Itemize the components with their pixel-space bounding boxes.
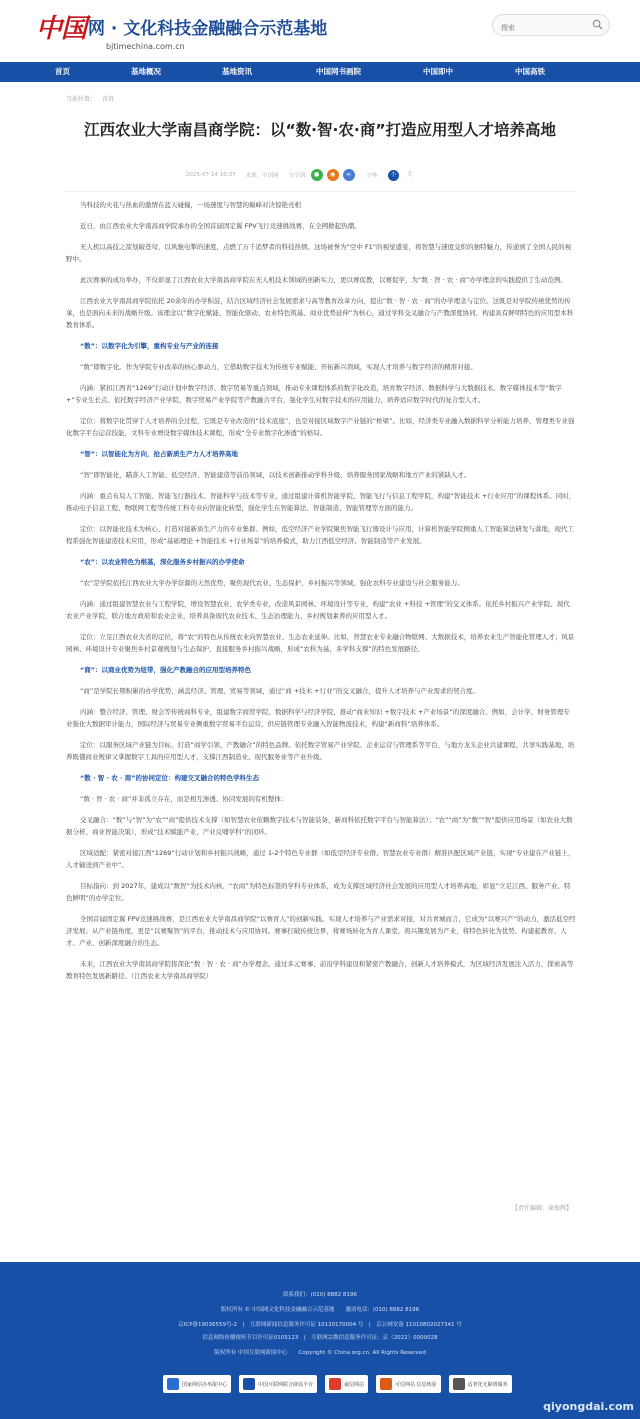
- responsible-editor: 【责任编辑：商俊辉】: [511, 1205, 572, 1212]
- badge-label: 中国互联网联合辟谣平台: [258, 1381, 314, 1388]
- article-paragraph: 内涵：整合经济、管理、财会等传统商科专业，组建数字商贸学院、数据科学与经济学院，推动“商业知识 +数字技术 +产业场景”的深度融合。例如，会计学、财务管理专业强化大数据审计能力，国际经济与贸易专业侧重数字贸易平台运营，供应链管理专业融入智能物流技术，构建“新商科”培养体系。: [66, 708, 570, 728]
- accessibility-badge[interactable]: [449, 1375, 512, 1393]
- article-paragraph: 内涵：通过组建智慧农业与工程学院，增设智慧农业、农学类专业，改造风景园林、环境设计等专业，构建“农业 +科技 +管理”的交叉体系。依托乡村振兴产业学院、现代农业产业学院，联合地方政府和农业企业，培养具备现代农业技术、生态治理能力、乡村规划素养的应用型人才。: [66, 600, 570, 620]
- badge-label: 诚信网站: [344, 1381, 365, 1388]
- weibo-share-icon[interactable]: ◉: [327, 169, 339, 181]
- font-small-button[interactable]: 小: [388, 170, 399, 181]
- badge-label: 可信网站 信息核验: [395, 1381, 437, 1388]
- search-input[interactable]: [493, 18, 583, 38]
- article-paragraph: “数 · 智 · 农 · 商”并非孤立存在，而是相互渗透、协同发展的有机整体：: [80, 795, 288, 803]
- share-label: 分享到：: [288, 173, 311, 179]
- site-footer: [0, 1262, 640, 1419]
- search-icon[interactable]: [592, 19, 603, 30]
- article-paragraph: 全国首届固定翼 FPV竞速挑战赛，是江西农业大学南昌商学院“以赛育人”的创新实践。实现人才培养与产业需求对接，对共青城而言，它成为“以赛兴产”的动力，激活低空经济发展；从产业链角度，更是“以赛聚智”的平台，推动技术与应用协同。赛事打破传统边界，将赛场转化为育人课堂，将兴趣发展为产业，将特色转化为优势，构建起教育、人才、产业、创新深度融合的生态。: [66, 915, 576, 947]
- section-heading: “农”：以农业特色为根基，深化服务乡村振兴的办学使命: [80, 558, 245, 566]
- article-paragraph: 无人机以高技之箭划破苍穹，以风驰电掣的速度，点燃了万千追梦者的科技热情。这场被誉为“空中 F1”的视觉盛宴，将智慧与速度交织的独特魅力，传递到了全国人民的视野中。: [66, 243, 572, 263]
- article-paragraph: 内涵：紧扣江西省“1269”行动计划中数字经济、数字贸易等重点领域，推动专业课程体系的数字化改造，培育数字经济、数据科学与大数据技术、数字媒体技术等“数字 +”专业生长点。依托数字经济产业学院、数字贸易产业学院等产教融合平台，强化学生对数字技术的应用能力，培养适应数字时代的复合型人才。: [66, 384, 562, 404]
- article-paragraph: “数”即数字化。作为学院专业改革的核心驱动力，它借助数字技术为传统专业赋能、开拓新兴领域，实现人才培养与数字经济的精准对接。: [80, 363, 477, 371]
- footer-contact: 联系我们：(010) 8882 8196: [283, 1292, 357, 1298]
- nav-item-home[interactable]: 首页: [55, 67, 70, 76]
- article-paragraph: 近日，由江西农业大学南昌商学院承办的全国首届固定翼 FPV飞行竞速挑战赛，在全网掀起热潮。: [80, 222, 361, 230]
- badge-label: 适老化无障碍服务: [467, 1381, 508, 1388]
- breadcrumb: [66, 94, 120, 103]
- nav-item-painting[interactable]: 中国网书画院: [316, 67, 361, 76]
- breadcrumb-label: 当前位置：: [66, 96, 97, 103]
- search-box: [492, 14, 610, 36]
- logo-title: 网 · 文化科技金融融合示范基地: [88, 19, 328, 39]
- article-body: [66, 199, 576, 991]
- article-paragraph: 江西农业大学南昌商学院依托 20余年的办学积淀，结合区域经济社会发展需求与高等教育改革方向，提出“数 · 智 · 农 · 商”的办学理念与定位。这既是对学院传统优势的传承，也是面向未来的战略升级。该理念以“数字化赋能、智能化驱动、农业特色筑基、商业优势延伸”为核心，通过学科交叉融合与产教深度协同，构建具有鲜明特色的应用型本科教育体系。: [66, 297, 574, 329]
- badge-label: 国家网信办举报中心: [182, 1381, 228, 1388]
- main-nav: [0, 62, 640, 82]
- section-heading: “智”：以智能化为方向，抢占新质生产力人才培养高地: [80, 450, 239, 458]
- font-large-button[interactable]: 大: [406, 171, 413, 178]
- article-meta: [186, 168, 415, 182]
- article-paragraph: 交叉融合：“数”与“智”为“农”“商”提供技术支撑（如智慧农业依赖数字技术与智能装备，新商科依托数字平台与智能算法）；“农”“商”为“数”“智”提供应用场景（如农业大数据分析、商业智能决策），形成“技术赋能产业、产业反哺学科”的闭环。: [66, 816, 573, 836]
- logo-line: [36, 8, 327, 45]
- report-center-badge[interactable]: [163, 1375, 231, 1393]
- accessibility-icon: [453, 1378, 465, 1390]
- link-share-icon[interactable]: ∞: [343, 169, 355, 181]
- logo-domain: bjtimechina.com.cn: [106, 42, 185, 51]
- article-title: 江西农业大学南昌商学院：以“数·智·农·商”打造应用型人才培养高地: [83, 121, 557, 139]
- breadcrumb-home[interactable]: 首页: [102, 96, 115, 103]
- logo-mark: 中国: [36, 14, 87, 44]
- integrity-site-icon: [329, 1378, 341, 1390]
- article-paragraph: “智”即智能化，瞄准人工智能、低空经济、智能建造等前沿领域，以技术创新推动学科升级，培养服务国家战略和地方产业的紧缺人才。: [80, 471, 471, 479]
- article-paragraph: 此次赛事的成功举办，不仅彰显了江西农业大学南昌商学院在无人机技术领域的创新实力，更以赛促教，以赛促学，为“数 · 智 · 农 · 商”办学理念的实践提供了生动范例。: [80, 276, 567, 284]
- trusted-site-icon: [380, 1378, 392, 1390]
- nav-item-news[interactable]: 基地资讯: [222, 67, 252, 76]
- footer-badges: [163, 1375, 520, 1393]
- article-paragraph: 定位：以服务区域产业链为目标，打造“商学引领、产教融合”的特色品牌。依托数字贸易产业学院、企业运营与管理系等平台，与地方龙头企业共建课程、共享实践基地，培养既懂商业规律又掌握数字工具的应用型人才，支撑江西制造业、现代服务业等产业升级。: [66, 741, 575, 761]
- footer-rights: 版权所有 中国互联网新闻中心 Copyright © China.org.cn. All Rights Reserved: [214, 1350, 426, 1356]
- report-center-icon: [167, 1378, 179, 1390]
- publish-time: 2025-07-14 10:37: [186, 172, 236, 178]
- section-heading: “数 · 智 · 农 · 商”的协同定位：构建交叉融合的特色学科生态: [80, 774, 260, 782]
- site-logo[interactable]: [36, 8, 327, 51]
- article-paragraph: 内涵：重点布局人工智能、智能飞行器技术、智能科学与技术等专业，通过组建计算机智能学院、智能飞行与信息工程学院，构建“智能技术 +行业应用”的课程体系。同时，推动电子信息工程、物联网工程等传统工科专业向智能化转型，强化学生在智能算法、智能制造、智能管理等方面的能力。: [66, 492, 576, 512]
- rumor-platform-badge[interactable]: [239, 1375, 317, 1393]
- wechat-share-icon[interactable]: ●: [311, 169, 323, 181]
- article-paragraph: 当科技的火花与热血的激情在蓝天碰撞，一场速度与智慧的巅峰对决惊艳亮相: [80, 201, 301, 209]
- font-label: 字体：: [366, 173, 384, 179]
- article-paragraph: 定位：以智能化技术为核心，打造对接新质生产力的专业集群。例如，低空经济产业学院聚焦智能飞行器设计与应用，计算机智能学院侧重人工智能算法研发与落地，现代工程系强化智能建造技术应用，形成“基础理论 +智能技术 +行业场景”的培养模式，助力江西低空经济、智能制造等产业发展。: [66, 525, 574, 545]
- site-header: [0, 0, 640, 62]
- watermark: qiyongdai.com: [543, 1400, 634, 1413]
- nav-item-china-zhong[interactable]: 中国即中: [423, 67, 453, 76]
- article-paragraph: 区域适配：紧密对接江西“1269”行动计划和乡村振兴战略，通过 1-2个特色专业群（如低空经济专业群、智慧农业专业群）精准匹配区域产业链，实现“专业建在产业链上，人才输送到产业中”。: [66, 849, 575, 869]
- footer-permit: 信息网络传播视听节目许可证0105123 | 互联网宗教信息服务许可证：京（2022）0000028: [202, 1335, 438, 1341]
- article-paragraph: 未来，江西农业大学南昌商学院将深化“数 · 智 · 农 · 商”办学理念，通过多元赛事、前沿学科建设和紧密产教融合，创新人才培养模式，为区域经济发展注入活力，探索高等教育特色发展新路径。（江西农业大学南昌商学院）: [66, 960, 574, 980]
- article-paragraph: “商”是学院长期积累的办学优势，涵盖经济、管理、贸易等领域，通过“商 +技术 +行业”的交叉融合，提升人才培养与产业需求的契合度。: [80, 687, 479, 695]
- article-paragraph: 定位：立足江西农业大省的定位，将“农”的特色从传统农业向智慧农业、生态农业延伸。比如，智慧农业专业融合物联网、大数据技术，培养农业生产智能化管理人才；风景园林、环境设计专业聚焦乡村景观规划与生态保护，直接服务乡村振兴战略，形成“农科为基、多学科支撑”的特色发展路径。: [66, 633, 575, 653]
- article-paragraph: 定位：将数字化贯穿于人才培养的全过程，它既是专业改造的“技术底座”，也是对接区域数字产业链的“桥梁”。比如，经济类专业融入数据科学分析能力培养，管理类专业强化数字平台运营技能，文科专业增设数字媒体技术课程，形成“全专业数字化渗透”的格局。: [66, 417, 575, 437]
- section-heading: “商”：以商业优势为纽带，强化产教融合的应用型培养特色: [80, 666, 252, 674]
- integrity-site-badge[interactable]: [325, 1375, 368, 1393]
- trusted-site-badge[interactable]: [376, 1375, 441, 1393]
- section-heading: “数”：以数字化为引擎，重构专业与产业的连接: [80, 342, 219, 350]
- source-name: 中国网: [262, 173, 279, 179]
- footer-license: 京ICP备19036559号-2 | 互联网新闻信息服务许可证 10120170004 号 | 京公网安备 11010802027341 号: [178, 1322, 462, 1328]
- article-paragraph: “农”是学院依托江西农业大学办学资源的天然优势，聚焦现代农业、生态保护、乡村振兴等领域，强化农科专业建设与社会服务能力。: [80, 579, 464, 587]
- nav-item-railway[interactable]: 中国高铁: [515, 67, 545, 76]
- footer-copyright: 版权所有 © 中国网文化科技金融融合示范基地 邀请电话：(010) 8882 8196: [220, 1307, 420, 1313]
- article-paragraph: 目标指向：到 2027年，建成以“数智”为技术内核、“农商”为特色标签的学科专业体系，成为支撑区域经济社会发展的应用型人才培养高地，彰显“立足江西、服务产业、特色鲜明”的办学定位。: [66, 882, 571, 902]
- source-label: 来源：: [245, 173, 263, 179]
- nav-item-overview[interactable]: 基地概况: [131, 67, 161, 76]
- rumor-platform-icon: [243, 1378, 255, 1390]
- title-divider: [64, 191, 576, 192]
